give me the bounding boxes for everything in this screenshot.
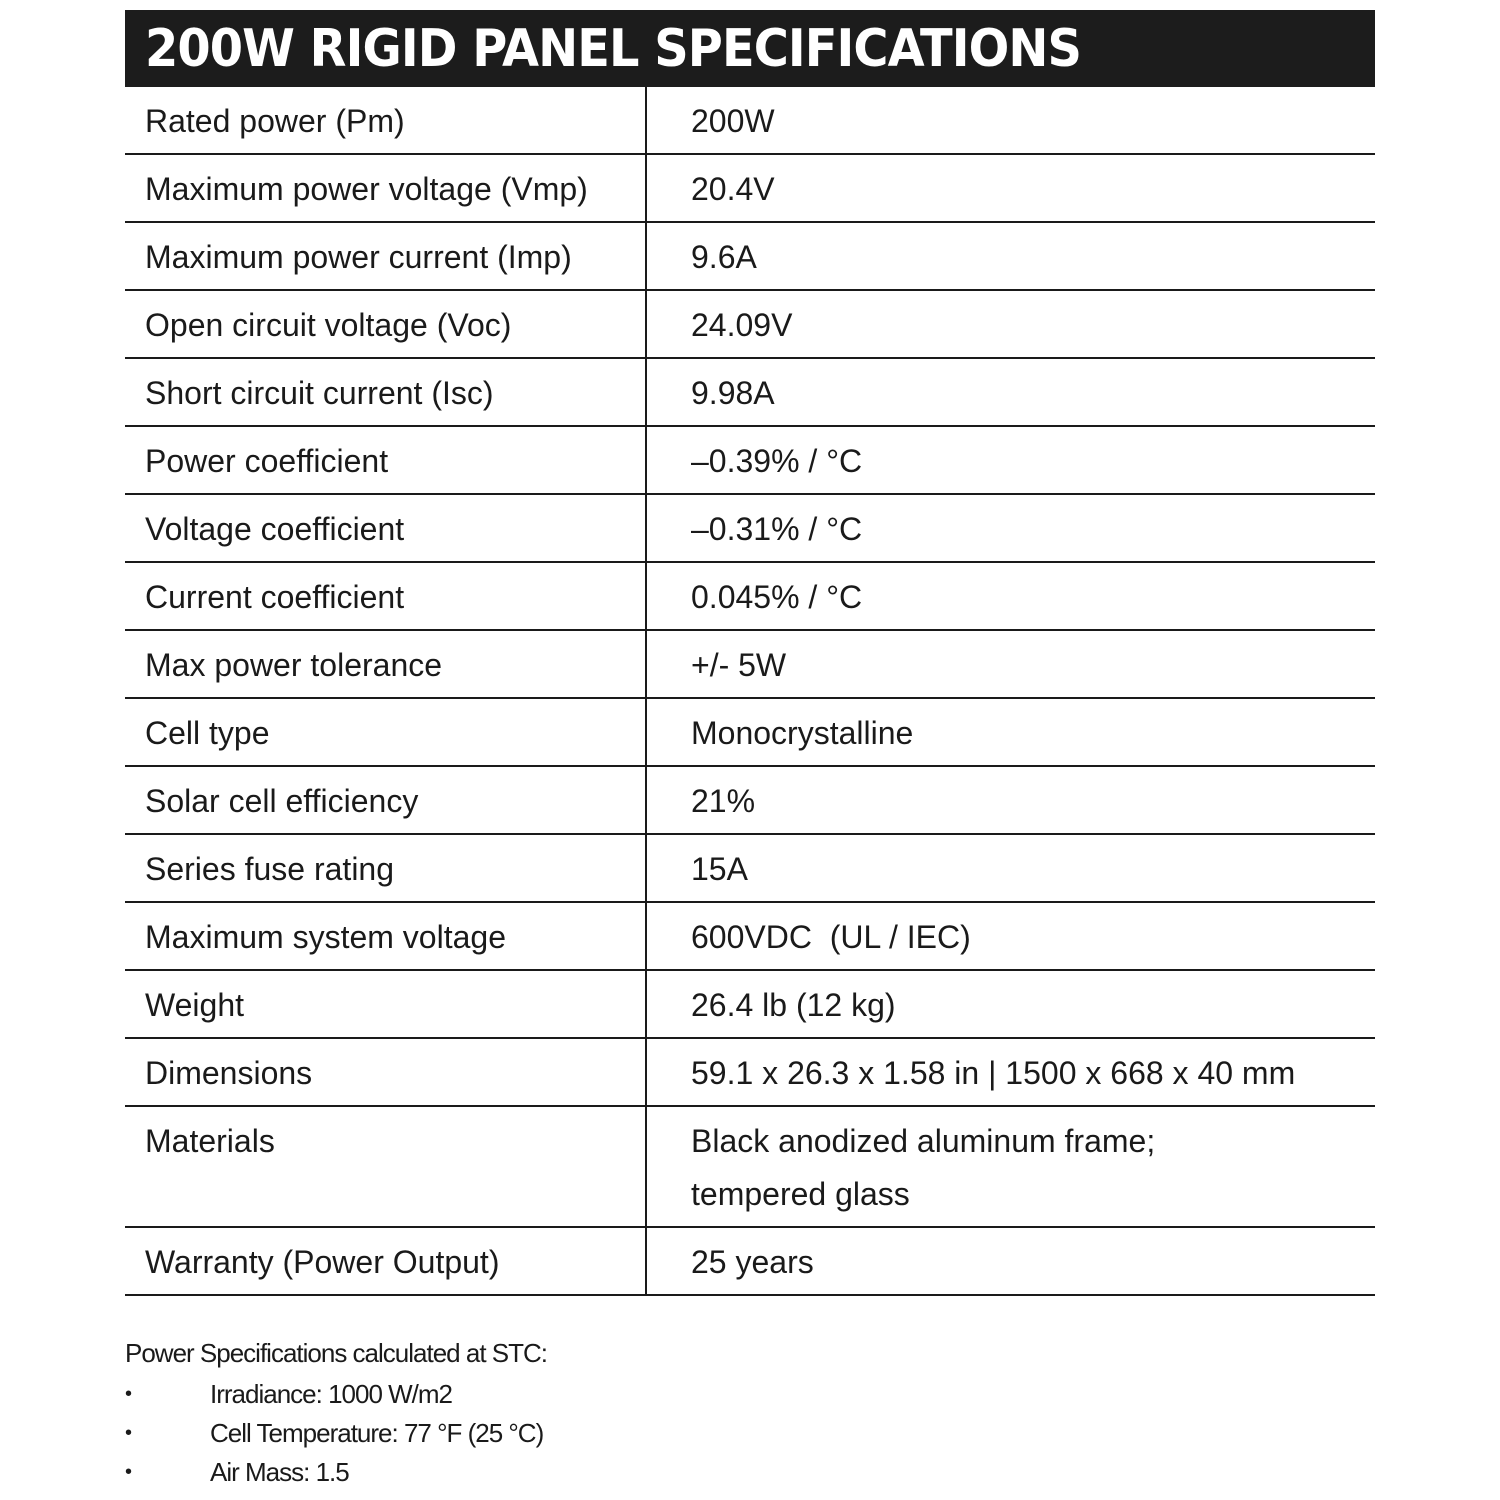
table-row — [125, 154, 1375, 222]
spec-value: 600VDC (UL / IEC) — [646, 902, 1375, 970]
stc-notes — [125, 1338, 1375, 1492]
spec-value: 9.6A — [646, 222, 1375, 290]
spec-value: +/- 5W — [646, 630, 1375, 698]
spec-label: Series fuse rating — [125, 834, 646, 902]
spec-label: Short circuit current (Isc) — [125, 358, 646, 426]
spec-label: Warranty (Power Output) — [125, 1227, 646, 1295]
spec-label: Weight — [125, 970, 646, 1038]
spec-value: 26.4 lb (12 kg) — [646, 970, 1375, 1038]
table-row — [125, 358, 1375, 426]
table-row — [125, 494, 1375, 562]
table-row — [125, 902, 1375, 970]
spec-label: Solar cell efficiency — [125, 766, 646, 834]
spec-label: Rated power (Pm) — [125, 87, 646, 154]
spec-sheet — [125, 10, 1375, 1296]
spec-value: Monocrystalline — [646, 698, 1375, 766]
bullet-icon: • — [125, 1422, 132, 1444]
table-row — [125, 562, 1375, 630]
table-row — [125, 1038, 1375, 1106]
spec-label: Maximum power current (Imp) — [125, 222, 646, 290]
spec-label: Maximum system voltage — [125, 902, 646, 970]
spec-value: –0.39% / °C — [646, 426, 1375, 494]
title-bar — [125, 10, 1375, 87]
spec-label: Max power tolerance — [125, 630, 646, 698]
spec-value-line-2: tempered glass — [691, 1176, 910, 1212]
list-item — [125, 1375, 1375, 1414]
page-title: 200W RIGID PANEL SPECIFICATIONS — [145, 18, 1081, 79]
notes-intro: Power Specifications calculated at STC: — [125, 1338, 547, 1368]
spec-value: 20.4V — [646, 154, 1375, 222]
spec-value: 0.045% / °C — [646, 562, 1375, 630]
table-row — [125, 766, 1375, 834]
table-row — [125, 222, 1375, 290]
spec-value: 25 years — [646, 1227, 1375, 1295]
table-row — [125, 630, 1375, 698]
note-text: Air Mass: 1.5 — [210, 1457, 349, 1487]
spec-label: Cell type — [125, 698, 646, 766]
bullet-icon: • — [125, 1461, 132, 1483]
spec-label: Open circuit voltage (Voc) — [125, 290, 646, 358]
spec-value: 21% — [646, 766, 1375, 834]
table-row — [125, 970, 1375, 1038]
list-item — [125, 1453, 1375, 1492]
note-text: Irradiance: 1000 W/m2 — [210, 1379, 453, 1409]
notes-list — [125, 1375, 1375, 1492]
spec-label: Materials — [125, 1106, 646, 1227]
spec-label: Voltage coefficient — [125, 494, 646, 562]
spec-label: Power coefficient — [125, 426, 646, 494]
spec-label: Maximum power voltage (Vmp) — [125, 154, 646, 222]
spec-value-multiline — [646, 1106, 1375, 1227]
spec-value: 9.98A — [646, 358, 1375, 426]
spec-label: Current coefficient — [125, 562, 646, 630]
table-row — [125, 1227, 1375, 1295]
spec-value: –0.31% / °C — [646, 494, 1375, 562]
list-item — [125, 1414, 1375, 1453]
table-row — [125, 87, 1375, 154]
spec-value: 15A — [646, 834, 1375, 902]
table-row — [125, 698, 1375, 766]
spec-value: 24.09V — [646, 290, 1375, 358]
note-text: Cell Temperature: 77 °F (25 °C) — [210, 1418, 544, 1448]
table-row — [125, 290, 1375, 358]
spec-value: 59.1 x 26.3 x 1.58 in | 1500 x 668 x 40 mm — [646, 1038, 1375, 1106]
table-row — [125, 1106, 1375, 1227]
spec-label: Dimensions — [125, 1038, 646, 1106]
spec-value-line-1: Black anodized aluminum frame; — [691, 1123, 1156, 1159]
table-row — [125, 426, 1375, 494]
spec-value: 200W — [646, 87, 1375, 154]
bullet-icon: • — [125, 1383, 132, 1405]
table-row — [125, 834, 1375, 902]
spec-table — [125, 87, 1375, 1296]
